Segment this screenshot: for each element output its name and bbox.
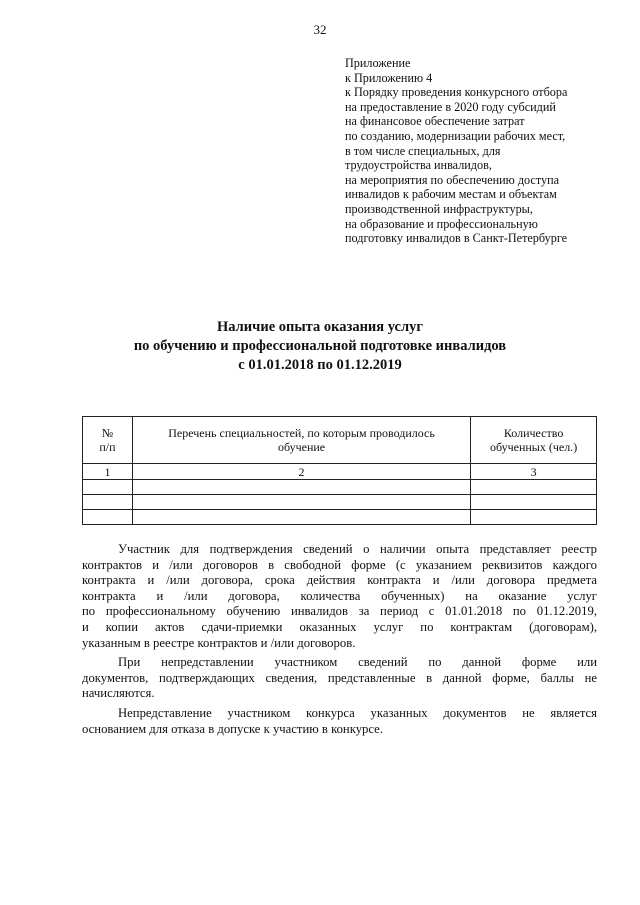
- table-column-numbers-row: [83, 464, 597, 480]
- table-cell[interactable]: [471, 495, 597, 510]
- table-cell[interactable]: [471, 480, 597, 495]
- appendix-line: на мероприятия по обеспечению доступа: [345, 172, 560, 187]
- body-text: [82, 542, 597, 741]
- appendix-line: Приложение: [345, 56, 411, 70]
- experience-table: [82, 416, 597, 525]
- document-title: [0, 318, 640, 375]
- appendix-line: на финансовое обеспечение затрат: [345, 114, 525, 129]
- text-line: Непредставление участником конкурса указанных документов не является: [118, 705, 597, 720]
- appendix-line: производственной инфраструктуры,: [345, 201, 533, 216]
- appendix-line: в том числе специальных, для: [345, 143, 501, 158]
- column-number: 2: [132, 464, 470, 480]
- paragraph-no-points: [82, 655, 597, 702]
- paragraph-requirements: [82, 542, 597, 651]
- table-row: [83, 480, 597, 495]
- appendix-line: подготовку инвалидов в Санкт-Петербурге: [345, 231, 568, 246]
- column-number: 3: [471, 464, 597, 480]
- header-specialties: Перечень специальностей, по которым проводилось обучение: [132, 417, 470, 464]
- table-row: [83, 510, 597, 525]
- table-cell[interactable]: [132, 495, 470, 510]
- text-line: контракта и /или договора, срока действия контракта и /или договора предмета: [82, 573, 597, 588]
- table-cell[interactable]: [471, 510, 597, 525]
- table-cell[interactable]: [83, 495, 133, 510]
- appendix-line: к Приложению 4: [345, 70, 433, 85]
- appendix-line: трудоустройства инвалидов,: [345, 158, 492, 173]
- text-line: контракта и /или договора, количества обученных) на оказание услуг: [82, 588, 597, 603]
- table-cell[interactable]: [132, 480, 470, 495]
- table-cell[interactable]: [132, 510, 470, 525]
- title-line: Наличие опыта оказания услуг: [217, 319, 423, 335]
- appendix-line: к Порядку проведения конкурсного отбора: [345, 85, 568, 100]
- text-line: Участник для подтверждения сведений о наличии опыта представляет реестр: [118, 542, 597, 556]
- page-number: 32: [313, 22, 327, 37]
- table-row: [83, 495, 597, 510]
- text-line: При непредставлении участником сведений по данной форме или: [118, 655, 597, 670]
- text-line: по профессиональному обучению инвалидов за период с 01.01.2018 по 01.12.2019,: [82, 604, 597, 619]
- title-line: по обучению и профессиональной подготовке инвалидов: [133, 338, 507, 354]
- text-line: контрактов и /или договоров в свободной форме (с указанием реквизитов каждого: [82, 557, 597, 572]
- text-line: начисляются.: [82, 686, 155, 701]
- appendix-line: инвалидов к рабочим местам и объектам: [345, 187, 557, 202]
- table-cell[interactable]: [83, 510, 133, 525]
- text-line: документов, подтверждающих сведения, представленные в данной форме, баллы не: [82, 670, 597, 685]
- table-header-row: [83, 417, 597, 464]
- title-line: с 01.01.2018 по 01.12.2019: [238, 357, 402, 373]
- text-line: и копии актов сдачи-приемки оказанных услуг по контрактам (договорам),: [82, 619, 597, 634]
- paragraph-not-grounds: [82, 706, 597, 737]
- column-number: 1: [83, 464, 133, 480]
- appendix-line: по созданию, модернизации рабочих мест,: [345, 128, 566, 143]
- table-cell[interactable]: [83, 480, 133, 495]
- text-line: указанным в реестре контрактов и /или договоров.: [82, 635, 356, 650]
- appendix-line: на образование и профессиональную: [345, 216, 538, 231]
- text-line: основанием для отказа в допуске к участию в конкурсе.: [82, 721, 383, 736]
- header-trained-count: Количество обученных (чел.): [471, 417, 597, 464]
- appendix-header: [345, 56, 635, 246]
- appendix-line: на предоставление в 2020 году субсидий: [345, 99, 556, 114]
- header-number: № п/п: [83, 417, 133, 464]
